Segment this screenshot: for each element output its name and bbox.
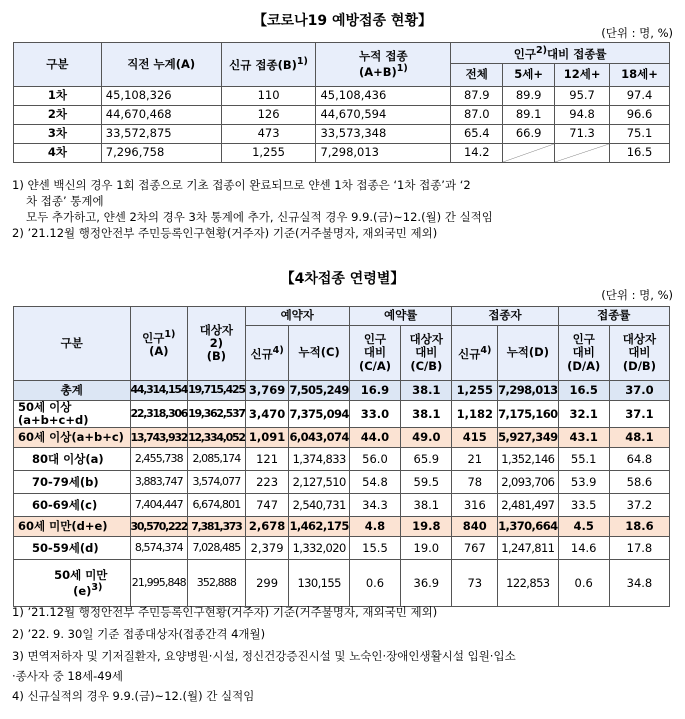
header-5plus: 5세+: [503, 64, 555, 87]
cell-vac-pop-rate: 0.6: [558, 560, 609, 607]
cell-new: 1,255: [221, 144, 316, 163]
row-label: 70-79세(b): [14, 471, 131, 494]
cell-vac-tgt-rate: 58.6: [609, 471, 669, 494]
cell-res-new: 3,470: [245, 401, 289, 428]
cell-vac-tgt-rate: 17.8: [609, 537, 669, 560]
cell-cum: 44,670,594: [316, 106, 451, 125]
row-label: 1차: [14, 87, 102, 106]
header-reserved: 예약자: [245, 307, 349, 326]
cell-vac-cum: 1,247,811: [498, 537, 558, 560]
cell-vac-new: 1,182: [452, 401, 498, 428]
note-line: 3) 면역저하자 및 기저질환자, 요양병원·시설, 정신건강증진시설 및 노숙인·장애인생활시설 입원·입소: [12, 649, 516, 663]
unit-label-2: (단위 : 명, %): [601, 288, 673, 302]
cell-all: 87.0: [451, 106, 503, 125]
cell-res-pop-rate: 0.6: [349, 560, 400, 607]
header-18plus: 18세+: [610, 64, 670, 87]
cell-prev: 7,296,758: [101, 144, 221, 163]
header-vac-tgt: 대상자 대비 (D/B): [609, 326, 669, 381]
cell-pop: 2,455,738: [130, 448, 188, 471]
header-prev: 직전 누계(A): [101, 43, 221, 87]
cell-res-pop-rate: 4.8: [349, 517, 400, 537]
cell-pop: 13,743,932: [130, 428, 188, 448]
cell-res-tgt-rate: 38.1: [401, 381, 452, 401]
cell-res-new: 747: [245, 494, 289, 517]
cell-vac-new: 840: [452, 517, 498, 537]
note-line: ·종사자 중 18세-49세: [12, 669, 124, 683]
cell-pop: 8,574,374: [130, 537, 188, 560]
cell-res-new: 1,091: [245, 428, 289, 448]
cell-vac-new: 21: [452, 448, 498, 471]
cell-vac-tgt-rate: 64.8: [609, 448, 669, 471]
row-label: 4차: [14, 144, 102, 163]
header-reserved-rate: 예약률: [349, 307, 452, 326]
cell-pop: 21,995,848: [130, 560, 188, 607]
cell-res-tgt-rate: 65.9: [401, 448, 452, 471]
cell-res-pop-rate: 34.3: [349, 494, 400, 517]
unit-label-1: (단위 : 명, %): [601, 26, 673, 40]
cell-res-cum: 1,374,833: [289, 448, 349, 471]
cell-vac-new: 316: [452, 494, 498, 517]
cell-res-new: 299: [245, 560, 289, 607]
cell-all: 87.9: [451, 87, 503, 106]
row-label: 60세 이상(a+b+c): [14, 428, 131, 448]
cell-res-new: 2,379: [245, 537, 289, 560]
cell-cum: 7,298,013: [316, 144, 451, 163]
cell-new: 126: [221, 106, 316, 125]
cell-res-pop-rate: 15.5: [349, 537, 400, 560]
cell-res-tgt-rate: 19.8: [401, 517, 452, 537]
cell-all: 14.2: [451, 144, 503, 163]
cell-target: 19,362,537: [188, 401, 246, 428]
cell-target: 7,028,485: [188, 537, 246, 560]
cell-5plus: 89.1: [503, 106, 555, 125]
cell-12plus: 95.7: [555, 87, 610, 106]
header-target: 대상자 2) (B): [188, 307, 246, 381]
cell-cum: 33,573,348: [316, 125, 451, 144]
cell-vac-cum: 7,298,013: [498, 381, 558, 401]
cell-vac-new: 767: [452, 537, 498, 560]
cell-target: 3,574,077: [188, 471, 246, 494]
cell-vac-pop-rate: 53.9: [558, 471, 609, 494]
row-label: 50세 미만 $(e)^{3)}$: [14, 560, 131, 607]
note-line: 4) 신규실적의 경우 9.9.(금)~12.(월) 간 실적임: [12, 689, 255, 703]
cell-target: 6,674,801: [188, 494, 246, 517]
cell-vac-pop-rate: 4.5: [558, 517, 609, 537]
notes-1: [12, 177, 493, 241]
header-gubun: 구분: [14, 43, 102, 87]
cell-res-pop-rate: 44.0: [349, 428, 400, 448]
cell-18plus: 16.5: [610, 144, 670, 163]
cell-18plus: 75.1: [610, 125, 670, 144]
row-label: 총계: [14, 381, 131, 401]
header-res-new: 신규$^{4)}$: [245, 326, 289, 381]
table-header-row: [14, 307, 670, 326]
cell-pop: 30,570,222: [130, 517, 188, 537]
cell-vac-cum: 2,093,706: [498, 471, 558, 494]
cell-vac-pop-rate: 32.1: [558, 401, 609, 428]
cell-vac-cum: 1,352,146: [498, 448, 558, 471]
cell-res-new: 121: [245, 448, 289, 471]
cell-prev: 33,572,875: [101, 125, 221, 144]
cell-res-tgt-rate: 38.1: [401, 494, 452, 517]
header-vac-new: 신규$^{4)}$: [452, 326, 498, 381]
cell-vac-cum: 5,927,349: [498, 428, 558, 448]
cell-res-pop-rate: 33.0: [349, 401, 400, 428]
table-row: [14, 560, 670, 607]
cell-res-new: 223: [245, 471, 289, 494]
cell-12plus-empty: [555, 144, 610, 163]
cell-vac-new: 78: [452, 471, 498, 494]
cell-pop: 44,314,154: [130, 381, 188, 401]
note-line: 모두 추가하고, 얀센 2차의 경우 3차 통계에 추가, 신규실적 경우 9.9.(금)~12.(월) 간 실적임: [26, 210, 493, 224]
header-cum: 누적 접종 $(A+B)^{1)}$: [316, 43, 451, 87]
header-vac-pop: 인구 대비 (D/A): [558, 326, 609, 381]
cell-vac-tgt-rate: 37.0: [609, 381, 669, 401]
row-label: 2차: [14, 106, 102, 125]
note-line: 차 접종’ 통계에: [26, 194, 104, 208]
table-row: [14, 381, 670, 401]
header-res-pop: 인구 대비 (C/A): [349, 326, 400, 381]
cell-res-cum: 7,375,094: [289, 401, 349, 428]
cell-res-cum: 130,155: [289, 560, 349, 607]
cell-target: 352,888: [188, 560, 246, 607]
cell-18plus: 97.4: [610, 87, 670, 106]
table-row: [14, 87, 670, 106]
cell-prev: 45,108,326: [101, 87, 221, 106]
cell-res-cum: 2,540,731: [289, 494, 349, 517]
cell-vac-tgt-rate: 48.1: [609, 428, 669, 448]
header-new: 신규 접종$(B)^{1)}$: [221, 43, 316, 87]
cell-res-tgt-rate: 59.5: [401, 471, 452, 494]
cell-res-new: 2,678: [245, 517, 289, 537]
cell-12plus: 94.8: [555, 106, 610, 125]
header-gubun: 구분: [14, 307, 131, 381]
cell-5plus-empty: [503, 144, 555, 163]
cell-vac-cum: 2,481,497: [498, 494, 558, 517]
cell-vac-cum: 122,853: [498, 560, 558, 607]
cell-vac-cum: 7,175,160: [498, 401, 558, 428]
table-row: [14, 537, 670, 560]
cell-vac-pop-rate: 16.5: [558, 381, 609, 401]
table-vaccination-status: [13, 42, 670, 163]
notes-2: [12, 604, 516, 704]
cell-all: 65.4: [451, 125, 503, 144]
cell-pop: 22,318,306: [130, 401, 188, 428]
cell-vac-tgt-rate: 18.6: [609, 517, 669, 537]
cell-target: 2,085,174: [188, 448, 246, 471]
cell-res-cum: 7,505,249: [289, 381, 349, 401]
table-row: [14, 125, 670, 144]
table-row: [14, 144, 670, 163]
header-12plus: 12세+: [555, 64, 610, 87]
table-4th-dose-by-age: [13, 306, 670, 607]
cell-res-tgt-rate: 49.0: [401, 428, 452, 448]
table-row: [14, 428, 670, 448]
header-all: 전체: [451, 64, 503, 87]
header-rate: 인구$^{2)}$대비 접종률: [451, 43, 670, 64]
row-label: 60세 미만(d+e): [14, 517, 131, 537]
title-vaccination-status: 【코로나19 예방접종 현황】: [253, 13, 432, 29]
cell-target: 12,334,052: [188, 428, 246, 448]
cell-pop: 7,404,447: [130, 494, 188, 517]
row-label: 60-69세(c): [14, 494, 131, 517]
table-row: [14, 471, 670, 494]
cell-vac-pop-rate: 43.1: [558, 428, 609, 448]
cell-pop: 3,883,747: [130, 471, 188, 494]
cell-res-cum: 1,332,020: [289, 537, 349, 560]
cell-vac-tgt-rate: 34.8: [609, 560, 669, 607]
cell-res-cum: 2,127,510: [289, 471, 349, 494]
row-label: 50-59세(d): [14, 537, 131, 560]
header-vaccinated: 접종자: [452, 307, 558, 326]
cell-new: 110: [221, 87, 316, 106]
cell-res-new: 3,769: [245, 381, 289, 401]
cell-vac-pop-rate: 33.5: [558, 494, 609, 517]
cell-res-pop-rate: 56.0: [349, 448, 400, 471]
table-row: [14, 494, 670, 517]
cell-vac-pop-rate: 14.6: [558, 537, 609, 560]
cell-vac-tgt-rate: 37.2: [609, 494, 669, 517]
cell-18plus: 96.6: [610, 106, 670, 125]
cell-cum: 45,108,436: [316, 87, 451, 106]
cell-res-cum: 6,043,074: [289, 428, 349, 448]
header-vac-cum: 누적(D): [498, 326, 558, 381]
cell-res-tgt-rate: 38.1: [401, 401, 452, 428]
header-res-tgt: 대상자 대비 (C/B): [401, 326, 452, 381]
cell-5plus: 66.9: [503, 125, 555, 144]
row-label: 50세 이상(a+b+c+d): [14, 401, 131, 428]
cell-res-tgt-rate: 36.9: [401, 560, 452, 607]
row-label: 80대 이상(a): [14, 448, 131, 471]
cell-vac-new: 1,255: [452, 381, 498, 401]
table-row: [14, 401, 670, 428]
cell-res-tgt-rate: 19.0: [401, 537, 452, 560]
table-header-row: [14, 43, 670, 64]
cell-vac-new: 415: [452, 428, 498, 448]
row-label: 3차: [14, 125, 102, 144]
note-line: 1) 얀센 백신의 경우 1회 접종으로 기초 접종이 완료되므로 얀센 1차 접종은 ‘1차 접종’과 ‘2: [12, 178, 471, 192]
header-res-cum: 누적(C): [289, 326, 349, 381]
cell-vac-new: 73: [452, 560, 498, 607]
table-row: [14, 517, 670, 537]
note-line: 2) ’21.12월 행정안전부 주민등록인구현황(거주자) 기준(거주불명자, 재외국민 제외): [12, 226, 438, 240]
cell-res-pop-rate: 16.9: [349, 381, 400, 401]
cell-res-cum: 1,462,175: [289, 517, 349, 537]
cell-vac-cum: 1,370,664: [498, 517, 558, 537]
cell-5plus: 89.9: [503, 87, 555, 106]
title-4th-dose-by-age: 【4차접종 연령별】: [280, 271, 405, 287]
cell-vac-tgt-rate: 37.1: [609, 401, 669, 428]
note-line: 1) ’21.12월 행정안전부 주민등록인구현황(거주자) 기준(거주불명자, 재외국민 제외): [12, 605, 438, 619]
note-line: 2) ’22. 9. 30일 기준 접종대상자(접종간격 4개월): [12, 627, 266, 641]
cell-12plus: 71.3: [555, 125, 610, 144]
table-row: [14, 448, 670, 471]
cell-new: 473: [221, 125, 316, 144]
cell-target: 7,381,373: [188, 517, 246, 537]
cell-prev: 44,670,468: [101, 106, 221, 125]
header-pop: 인구$^{1)}$ (A): [130, 307, 188, 381]
table-row: [14, 106, 670, 125]
cell-target: 19,715,425: [188, 381, 246, 401]
cell-res-pop-rate: 54.8: [349, 471, 400, 494]
header-vaccinated-rate: 접종률: [558, 307, 669, 326]
cell-vac-pop-rate: 55.1: [558, 448, 609, 471]
